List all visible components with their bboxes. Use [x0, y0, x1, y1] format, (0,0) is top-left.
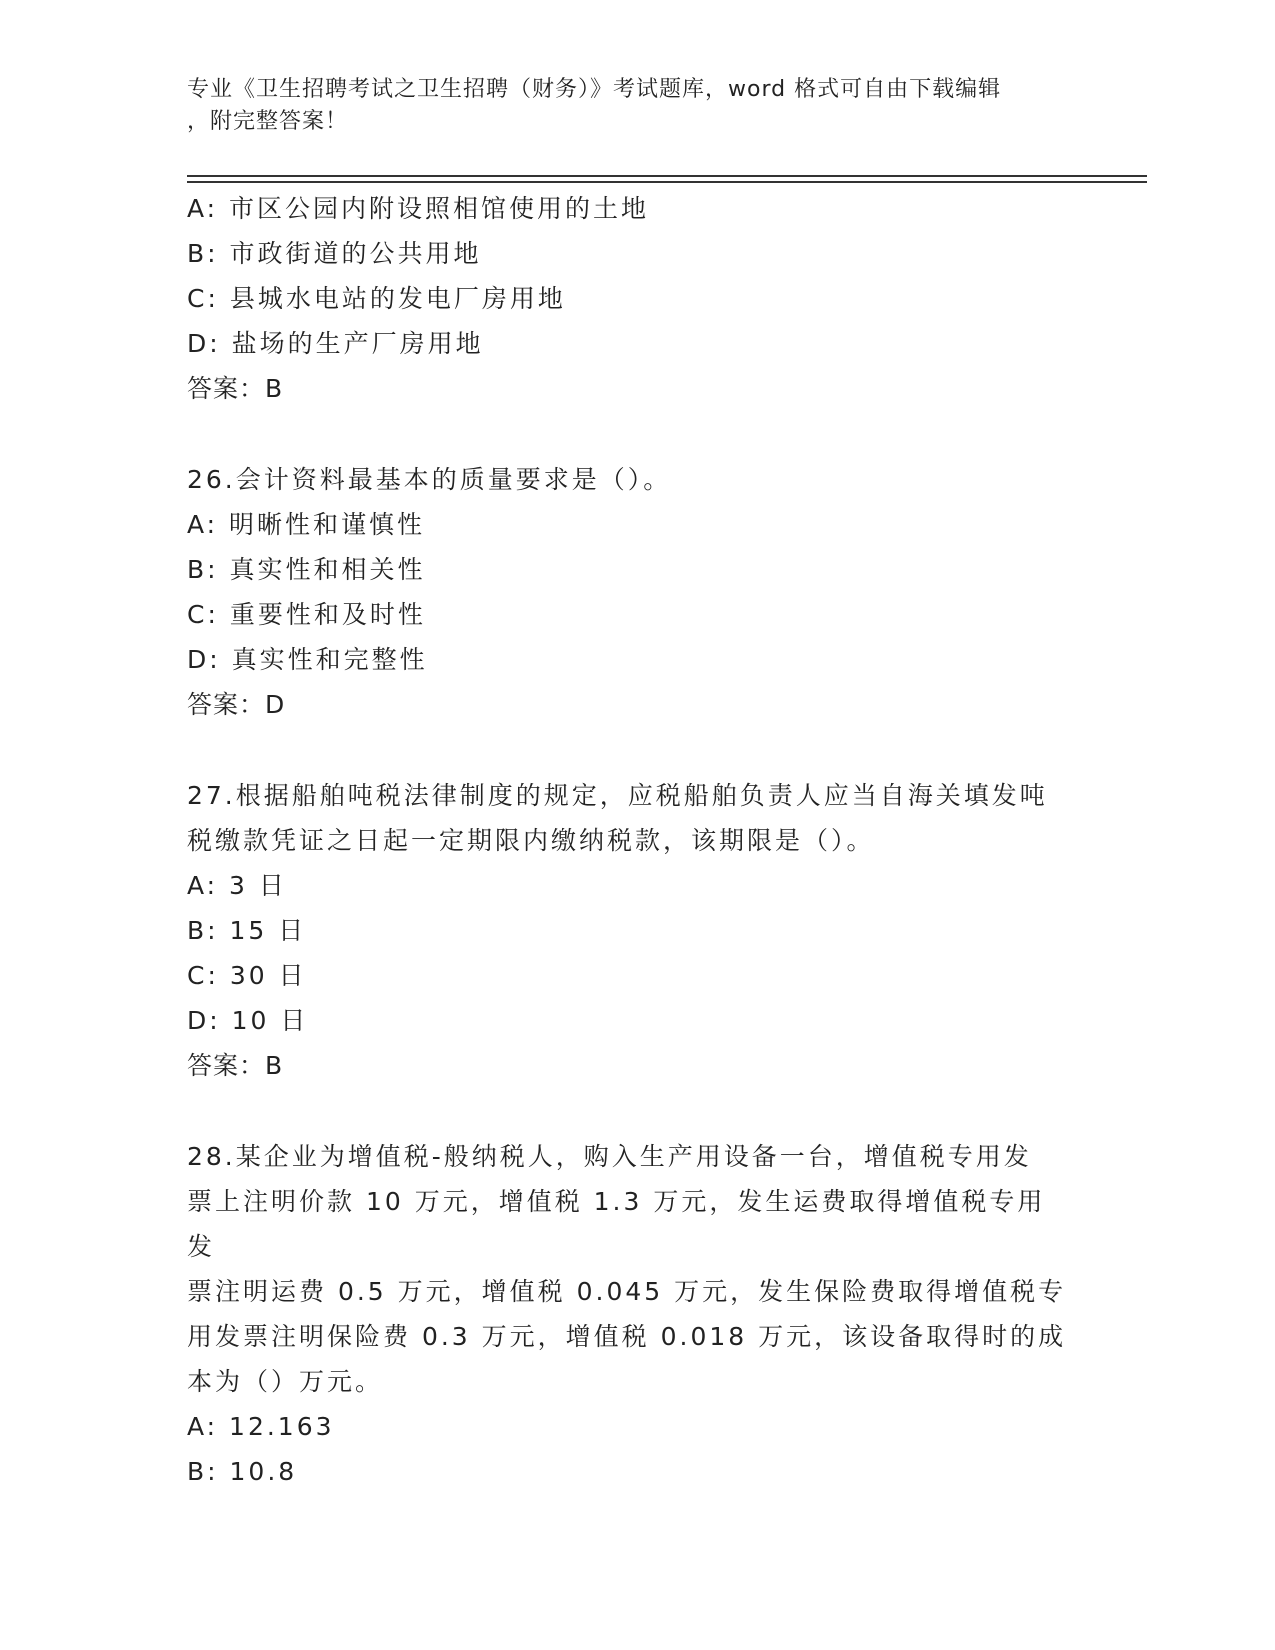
question-text: 27.根据船舶吨税法律制度的规定，应税船舶负责人应当自海关填发吨 税缴款凭证之日起一定期限内缴纳税款，该期限是（）。 [187, 781, 1048, 855]
option-b: B: 真实性和相关性 [187, 555, 426, 584]
question-block [187, 773, 1067, 1088]
answer-line: 答案：B [187, 374, 284, 403]
option-a: A: 3 日 [187, 871, 287, 900]
option-c: C: 县城水电站的发电厂房用地 [187, 284, 566, 313]
question-block [187, 186, 1067, 411]
block-spacer [187, 411, 1067, 457]
question-text: 26.会计资料最基本的质量要求是（）。 [187, 465, 672, 494]
option-c: C: 重要性和及时性 [187, 600, 426, 629]
document-header: 专业《卫生招聘考试之卫生招聘（财务）》考试题库，word 格式可自由下载编辑 ，附完整答案！ [187, 77, 1002, 134]
option-d: D: 真实性和完整性 [187, 645, 428, 674]
answer-line: 答案：D [187, 690, 286, 719]
block-spacer [187, 727, 1067, 773]
question-block [187, 1134, 1067, 1494]
option-d: D: 10 日 [187, 1006, 309, 1035]
option-b: B: 市政街道的公共用地 [187, 239, 482, 268]
header-divider-top [187, 175, 1147, 177]
option-a: A: 市区公园内附设照相馆使用的土地 [187, 194, 650, 223]
answer-line: 答案：B [187, 1051, 284, 1080]
option-a: A: 12.163 [187, 1412, 335, 1441]
question-list [187, 186, 1067, 1494]
header-divider-bottom [187, 181, 1147, 183]
question-text: 28.某企业为增值税-般纳税人，购入生产用设备一台，增值税专用发 票上注明价款 10 万元，增值税 1.3 万元，发生运费取得增值税专用发 票注明运费 0.5 万元，增值税 0.045 万元，发生保险费取得增值税专 用发票注明保险费 0.3 万元，增值税 0.018 万元，该设备取得时的成 本为（）万元。 [187, 1142, 1067, 1396]
question-block [187, 457, 1067, 727]
option-b: B: 15 日 [187, 916, 307, 945]
option-d: D: 盐场的生产厂房用地 [187, 329, 484, 358]
option-b: B: 10.8 [187, 1457, 298, 1486]
option-c: C: 30 日 [187, 961, 307, 990]
option-a: A: 明晰性和谨慎性 [187, 510, 426, 539]
block-spacer [187, 1088, 1067, 1134]
